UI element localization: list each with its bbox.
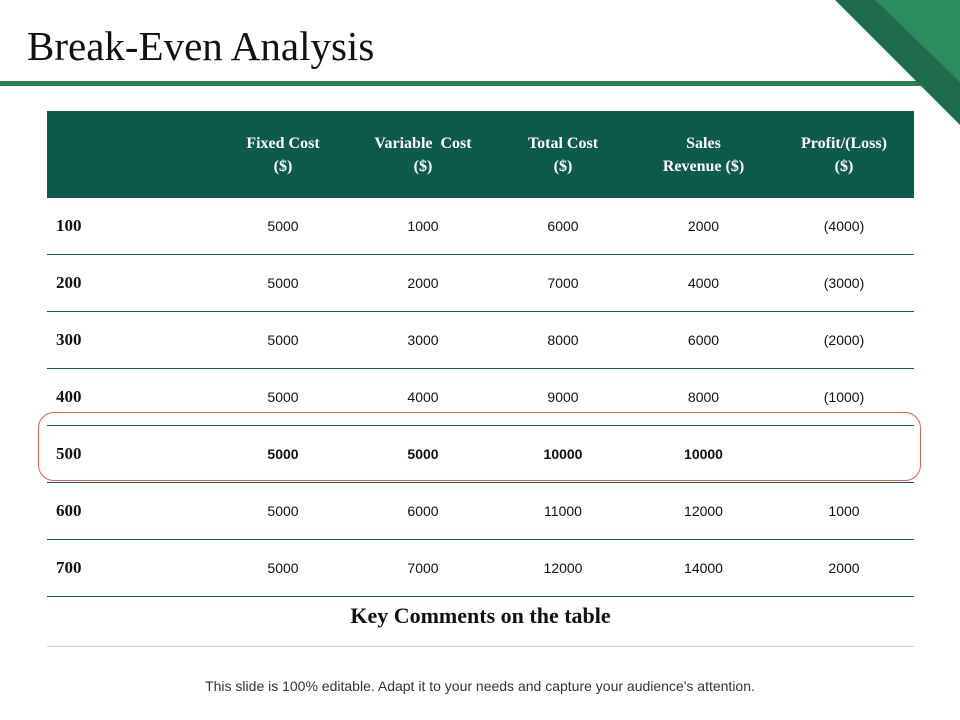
variable-cost-cell: 2000 [353, 255, 493, 312]
units-cell: 700 [47, 540, 213, 597]
profit-loss-cell: (2000) [774, 312, 914, 369]
profit-loss-cell: (3000) [774, 255, 914, 312]
fixed-cost-cell: 5000 [213, 198, 353, 255]
variable-cost-cell: 5000 [353, 426, 493, 483]
header-variable-cost: Variable Cost ($) [353, 111, 493, 198]
total-cost-cell: 11000 [493, 483, 633, 540]
variable-cost-cell: 3000 [353, 312, 493, 369]
break-even-highlight-outline [38, 412, 921, 481]
variable-cost-cell: 1000 [353, 198, 493, 255]
fixed-cost-cell: 5000 [213, 255, 353, 312]
sales-revenue-cell: 10000 [633, 426, 774, 483]
profit-loss-cell: (4000) [774, 198, 914, 255]
variable-cost-cell: 7000 [353, 540, 493, 597]
profit-loss-cell: (1000) [774, 369, 914, 426]
total-cost-cell: 10000 [493, 426, 633, 483]
fixed-cost-cell: 5000 [213, 483, 353, 540]
comments-divider [47, 646, 914, 647]
total-cost-cell: 6000 [493, 198, 633, 255]
table-header-row [47, 111, 914, 198]
profit-loss-cell: 2000 [774, 540, 914, 597]
total-cost-cell: 9000 [493, 369, 633, 426]
units-cell: 300 [47, 312, 213, 369]
sales-revenue-cell: 6000 [633, 312, 774, 369]
fixed-cost-cell: 5000 [213, 369, 353, 426]
footer-note: This slide is 100% editable. Adapt it to your needs and capture your audience's attention. [205, 678, 755, 694]
table-row [47, 312, 914, 369]
table-row [47, 255, 914, 312]
title-underline [0, 81, 930, 86]
units-cell: 500 [47, 426, 213, 483]
break-even-table [47, 111, 914, 597]
fixed-cost-cell: 5000 [213, 312, 353, 369]
header-units [47, 111, 213, 198]
units-cell: 100 [47, 198, 213, 255]
sales-revenue-cell: 12000 [633, 483, 774, 540]
units-cell: 200 [47, 255, 213, 312]
units-cell: 400 [47, 369, 213, 426]
table-row [47, 483, 914, 540]
sales-revenue-cell: 2000 [633, 198, 774, 255]
variable-cost-cell: 6000 [353, 483, 493, 540]
table-row [47, 540, 914, 597]
fixed-cost-cell: 5000 [213, 426, 353, 483]
fixed-cost-cell: 5000 [213, 540, 353, 597]
sales-revenue-cell: 8000 [633, 369, 774, 426]
total-cost-cell: 7000 [493, 255, 633, 312]
header-sales-revenue: Sales Revenue ($) [633, 111, 774, 198]
table-row [47, 198, 914, 255]
header-total-cost: Total Cost ($) [493, 111, 633, 198]
total-cost-cell: 12000 [493, 540, 633, 597]
corner-decoration [835, 0, 960, 125]
header-profit-loss: Profit/(Loss) ($) [774, 111, 914, 198]
comments-heading: Key Comments on the table [350, 603, 611, 628]
sales-revenue-cell: 14000 [633, 540, 774, 597]
total-cost-cell: 8000 [493, 312, 633, 369]
units-cell: 600 [47, 483, 213, 540]
sales-revenue-cell: 4000 [633, 255, 774, 312]
variable-cost-cell: 4000 [353, 369, 493, 426]
slide-title: Break-Even Analysis [27, 23, 375, 69]
header-fixed-cost: Fixed Cost ($) [213, 111, 353, 198]
profit-loss-cell: 1000 [774, 483, 914, 540]
